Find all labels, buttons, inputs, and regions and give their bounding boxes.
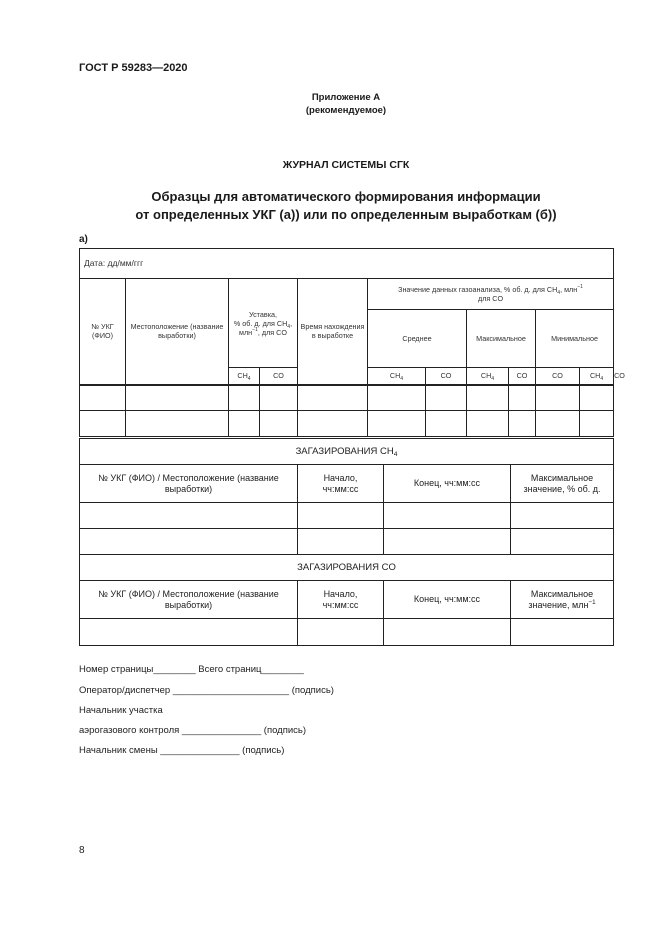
setpoint-co: CO bbox=[260, 368, 298, 385]
section-mark: а) bbox=[79, 234, 88, 245]
co-col-ukg-location: № УКГ (ФИО) / Местоположение (название выработки) bbox=[80, 581, 298, 619]
page-number: 8 bbox=[79, 845, 85, 856]
col-ukg: № УКГ (ФИО) bbox=[80, 279, 126, 385]
avg-ch4: $CH_4$ bbox=[368, 368, 426, 385]
journal-title: ЖУРНАЛ СИСТЕМЫ СГК bbox=[282, 159, 410, 171]
col-average: Среднее bbox=[368, 310, 467, 368]
footer-shift-chief: Начальник смены _______________ (подпись) bbox=[79, 745, 285, 756]
subtitle-line-2: от определенных УКГ (а)) или по определенным выработкам (б)) bbox=[135, 207, 557, 222]
co-gassing-table bbox=[79, 554, 614, 646]
ch4-col-end: Конец, чч:мм:сс bbox=[384, 465, 511, 503]
ch4-col-ukg-location: № УКГ (ФИО) / Местоположение (название выработки) bbox=[80, 465, 298, 503]
table-row bbox=[80, 411, 614, 437]
ch4-col-start: Начало, чч:мм:сс bbox=[298, 465, 384, 503]
min-co: CO bbox=[536, 368, 580, 385]
setpoint-ch4: $CH_4$ bbox=[229, 368, 260, 385]
co-col-max: Максимальное значение, млн$^{-1}$ bbox=[511, 581, 614, 619]
ch4-col-max: Максимальное значение, % об. д. bbox=[511, 465, 614, 503]
footer-operator: Оператор/диспетчер ______________________ (подпись) bbox=[79, 685, 334, 696]
subtitle-line-1: Образцы для автоматического формирования информации bbox=[151, 189, 541, 204]
col-maximum: Максимальное bbox=[467, 310, 536, 368]
max-co: CO bbox=[509, 368, 536, 385]
table-row bbox=[80, 385, 614, 411]
col-location: Местоположение (название выработки) bbox=[126, 279, 229, 385]
document-subtitle bbox=[0, 188, 661, 224]
min-ch4: $CH_4$ bbox=[580, 368, 614, 385]
ukg-table: Дата: дд/мм/ггг № УКГ (ФИО) Местоположение (название выработки) Уставка, % об. д. для $CH_4$, млн$^{-1}$, для CO Время нахождения в выработке Значение данных газоанализа, % об. д. для $CH_4$, млн$^{-1}$ для CO Среднее Максимальное Минимальное $CH_4$ CO $CH_4$ CO $CH_4$ CO CO $CH_4$ CO bbox=[79, 248, 614, 437]
annex-heading bbox=[0, 91, 661, 117]
co-table-title: ЗАГАЗИРОВАНИЯ CO bbox=[80, 555, 614, 581]
col-values: Значение данных газоанализа, % об. д. для $CH_4$, млн$^{-1}$ для CO bbox=[368, 279, 614, 310]
footer-page-count: Номер страницы________ Всего страниц________ bbox=[79, 664, 304, 675]
co-col-start: Начало, чч:мм:сс bbox=[298, 581, 384, 619]
table-row bbox=[80, 529, 614, 555]
footer-gas-control: аэрогазового контроля _______________ (подпись) bbox=[79, 725, 307, 736]
annex-title: Приложение А bbox=[311, 92, 381, 103]
table-row bbox=[80, 619, 614, 646]
max-ch4: $CH_4$ bbox=[467, 368, 509, 385]
ch4-table-title: ЗАГАЗИРОВАНИЯ $CH_4$ bbox=[80, 439, 614, 465]
footer-section-chief: Начальник участка bbox=[79, 705, 163, 716]
col-minimum: Минимальное bbox=[536, 310, 614, 368]
table-row bbox=[80, 503, 614, 529]
date-cell: Дата: дд/мм/ггг bbox=[80, 249, 614, 279]
ch4-gassing-table bbox=[79, 438, 614, 555]
annex-note: (рекомендуемое) bbox=[305, 105, 387, 116]
standard-number: ГОСТ Р 59283—2020 bbox=[79, 62, 188, 74]
col-setpoint: Уставка, % об. д. для $CH_4$, млн$^{-1}$, для CO bbox=[229, 279, 298, 368]
co-col-end: Конец, чч:мм:сс bbox=[384, 581, 511, 619]
avg-co: CO bbox=[426, 368, 467, 385]
col-time: Время нахождения в выработке bbox=[298, 279, 368, 385]
